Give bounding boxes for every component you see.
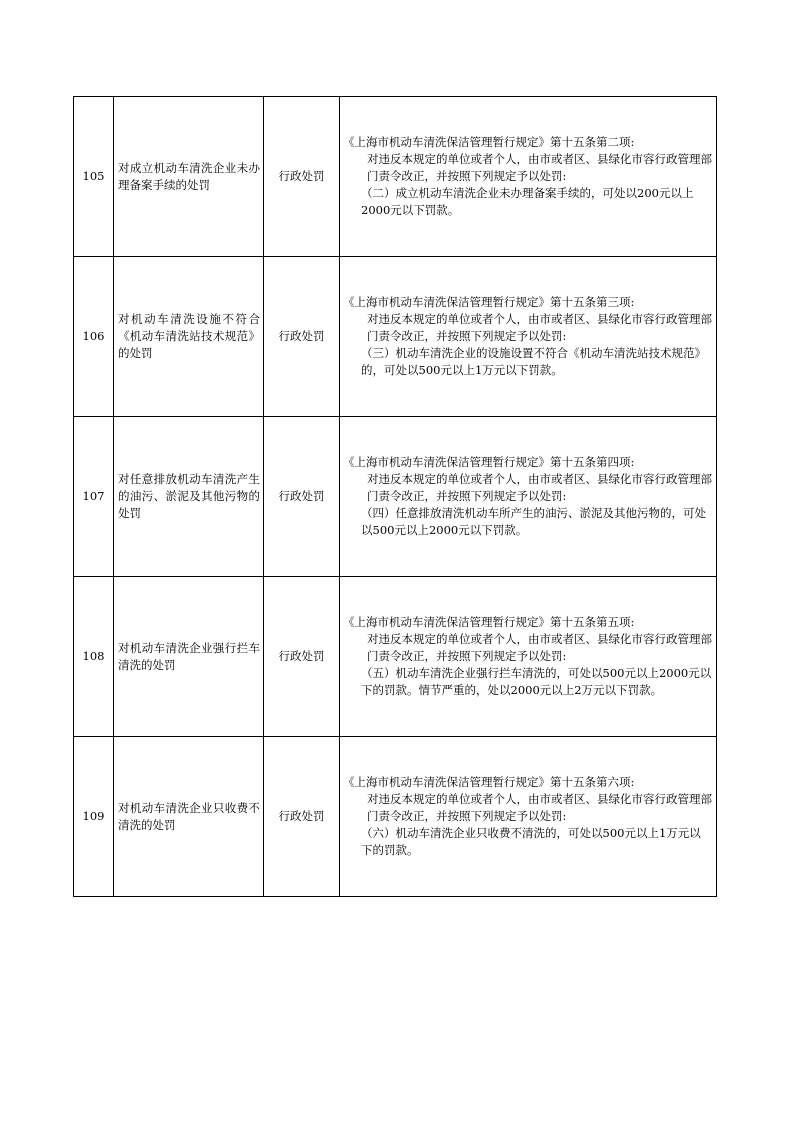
table-row <box>74 737 717 897</box>
item-type: 行政处罚 <box>264 417 340 577</box>
item-number: 109 <box>74 737 114 897</box>
item-name: 对机动车清洗设施不符合《机动车清洗站技术规范》的处罚 <box>114 257 264 417</box>
table-row <box>74 97 717 257</box>
table-row <box>74 577 717 737</box>
legal-basis <box>340 577 717 737</box>
item-type: 行政处罚 <box>264 257 340 417</box>
legal-basis <box>340 257 717 417</box>
item-type: 行政处罚 <box>264 737 340 897</box>
legal-basis <box>340 97 717 257</box>
basis-clause: 对违反本规定的单位或者个人，由市或者区、县绿化市容行政管理部门责令改正，并按照下列规定予以处罚: <box>367 312 712 343</box>
item-type: 行政处罚 <box>264 577 340 737</box>
item-number: 108 <box>74 577 114 737</box>
legal-basis <box>340 737 717 897</box>
item-name: 对成立机动车清洗企业未办理备案手续的处罚 <box>114 97 264 257</box>
item-number: 105 <box>74 97 114 257</box>
penalty-items-table <box>73 96 717 897</box>
item-number: 106 <box>74 257 114 417</box>
basis-penalty: （五）机动车清洗企业强行拦车清洗的，可处以500元以上2000元以下的罚款。情节严重的，处以2000元以上2万元以下罚款。 <box>361 666 712 697</box>
item-name: 对任意排放机动车清洗产生的油污、淤泥及其他污物的处罚 <box>114 417 264 577</box>
table-row <box>74 417 717 577</box>
item-name: 对机动车清洗企业只收费不清洗的处罚 <box>114 737 264 897</box>
basis-penalty: （六）机动车清洗企业只收费不清洗的，可处以500元以上1万元以下的罚款。 <box>361 826 701 857</box>
item-name: 对机动车清洗企业强行拦车清洗的处罚 <box>114 577 264 737</box>
table-row <box>74 257 717 417</box>
basis-penalty: （四）任意排放清洗机动车所产生的油污、淤泥及其他污物的，可处以500元以上2000元以下罚款。 <box>361 506 706 537</box>
basis-source: 《上海市机动车清洗保洁管理暂行规定》第十五条第五项: <box>343 615 635 629</box>
basis-source: 《上海市机动车清洗保洁管理暂行规定》第十五条第四项: <box>343 455 635 469</box>
basis-clause: 对违反本规定的单位或者个人，由市或者区、县绿化市容行政管理部门责令改正，并按照下列规定予以处罚: <box>367 792 712 823</box>
basis-source: 《上海市机动车清洗保洁管理暂行规定》第十五条第六项: <box>343 775 635 789</box>
basis-clause: 对违反本规定的单位或者个人，由市或者区、县绿化市容行政管理部门责令改正，并按照下列规定予以处罚: <box>367 152 712 183</box>
item-type: 行政处罚 <box>264 97 340 257</box>
basis-clause: 对违反本规定的单位或者个人，由市或者区、县绿化市容行政管理部门责令改正，并按照下列规定予以处罚: <box>367 472 712 503</box>
basis-clause: 对违反本规定的单位或者个人，由市或者区、县绿化市容行政管理部门责令改正，并按照下列规定予以处罚: <box>367 632 712 663</box>
basis-source: 《上海市机动车清洗保洁管理暂行规定》第十五条第二项: <box>343 135 635 149</box>
basis-penalty: （二）成立机动车清洗企业未办理备案手续的，可处以200元以上2000元以下罚款。 <box>361 186 694 217</box>
item-number: 107 <box>74 417 114 577</box>
basis-penalty: （三）机动车清洗企业的设施设置不符合《机动车清洗站技术规范》的，可处以500元以上1万元以下罚款。 <box>361 346 706 377</box>
basis-source: 《上海市机动车清洗保洁管理暂行规定》第十五条第三项: <box>343 295 635 309</box>
legal-basis <box>340 417 717 577</box>
